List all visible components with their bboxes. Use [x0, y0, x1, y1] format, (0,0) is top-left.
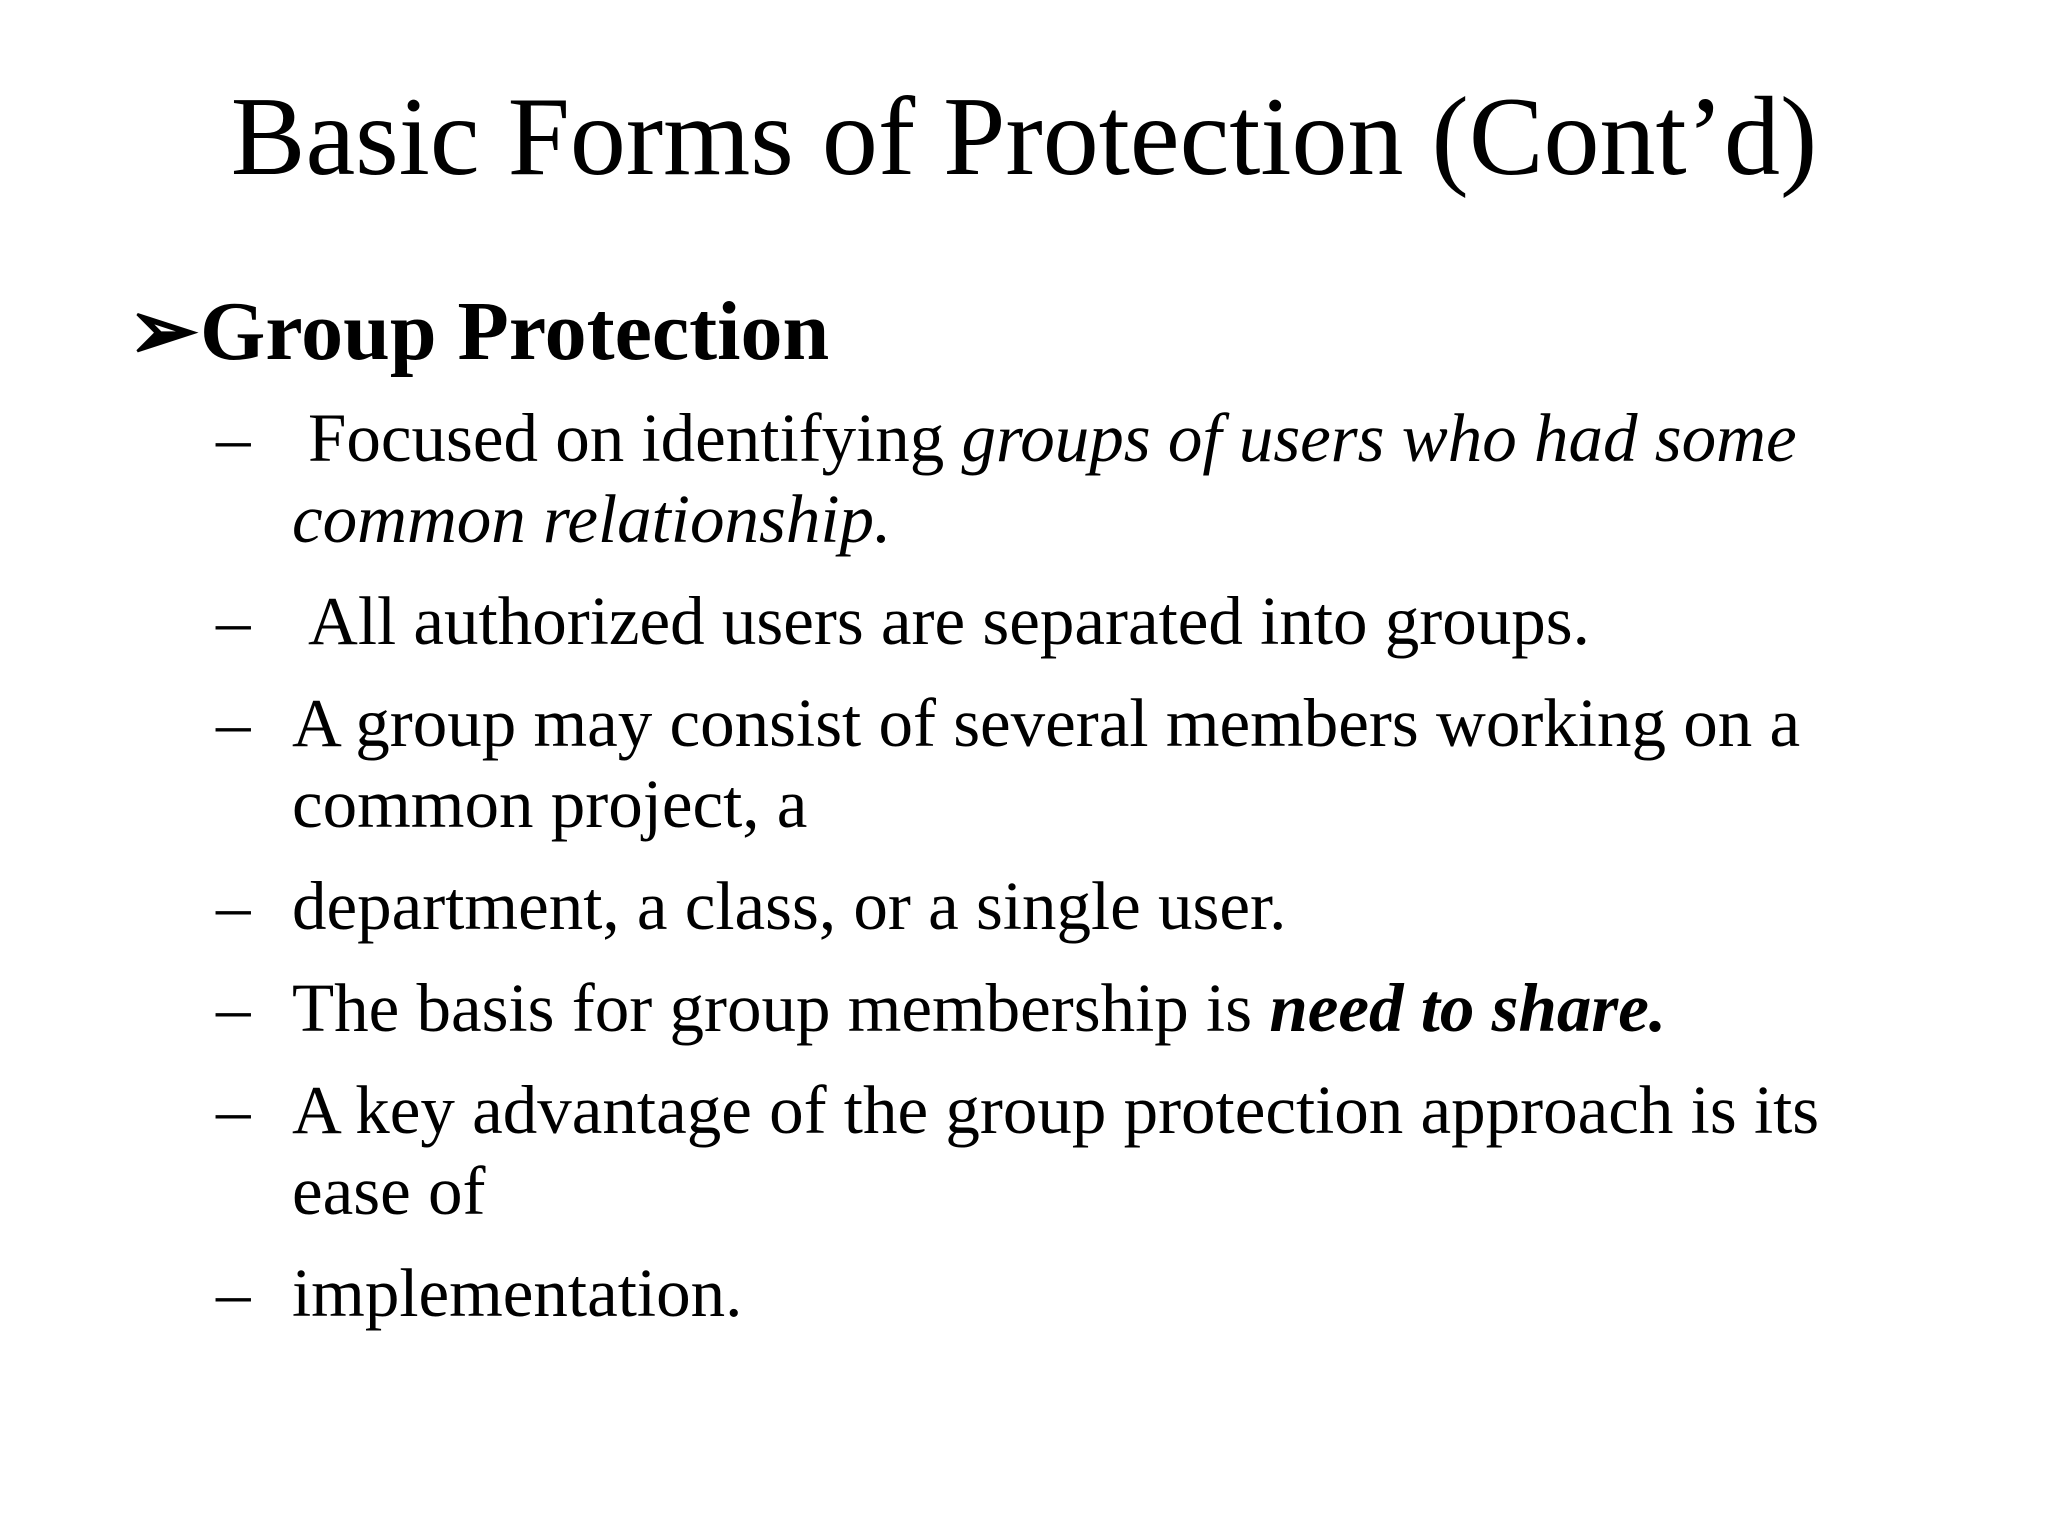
dash-bullet-icon: – — [216, 583, 251, 659]
bullet-italic-text: groups of users who had some common relationship. — [292, 400, 1797, 557]
bullet-item — [216, 581, 1936, 662]
dash-bullet-icon: – — [216, 970, 251, 1046]
bullet-text: A key advantage of the group protection approach is its ease of — [292, 1072, 1820, 1229]
bullet-item — [216, 398, 1936, 560]
dash-bullet-icon: – — [216, 685, 251, 761]
bullet-text: A group may consist of several members working on a common project, a — [292, 685, 1801, 842]
bullet-item — [216, 968, 1936, 1049]
dash-bullet-icon: – — [216, 400, 251, 476]
dash-bullet-icon: – — [216, 1072, 251, 1148]
dash-bullet-icon: – — [216, 1255, 251, 1331]
bullet-item — [216, 866, 1936, 947]
bullet-item — [216, 1253, 1936, 1334]
bullet-text: department, a class, or a single user. — [292, 868, 1287, 944]
bullet-text: implementation. — [292, 1255, 743, 1331]
slide-title: Basic Forms of Protection (Cont’d) — [230, 75, 1818, 199]
bullet-text: The basis for group membership is — [292, 970, 1270, 1046]
bullet-item — [216, 683, 1936, 845]
section-heading-text: Group Protection — [200, 285, 830, 378]
bullet-item — [216, 1070, 1936, 1232]
bullet-text: Focused on identifying — [308, 400, 962, 476]
bullet-text: All authorized users are separated into groups. — [308, 583, 1590, 659]
bullet-emphasis-text: need to share. — [1269, 970, 1667, 1046]
section-heading — [128, 282, 829, 382]
dash-bullet-icon: – — [216, 868, 251, 944]
arrow-bullet-icon: ➢ — [128, 285, 199, 378]
bullet-list — [216, 398, 1936, 1355]
